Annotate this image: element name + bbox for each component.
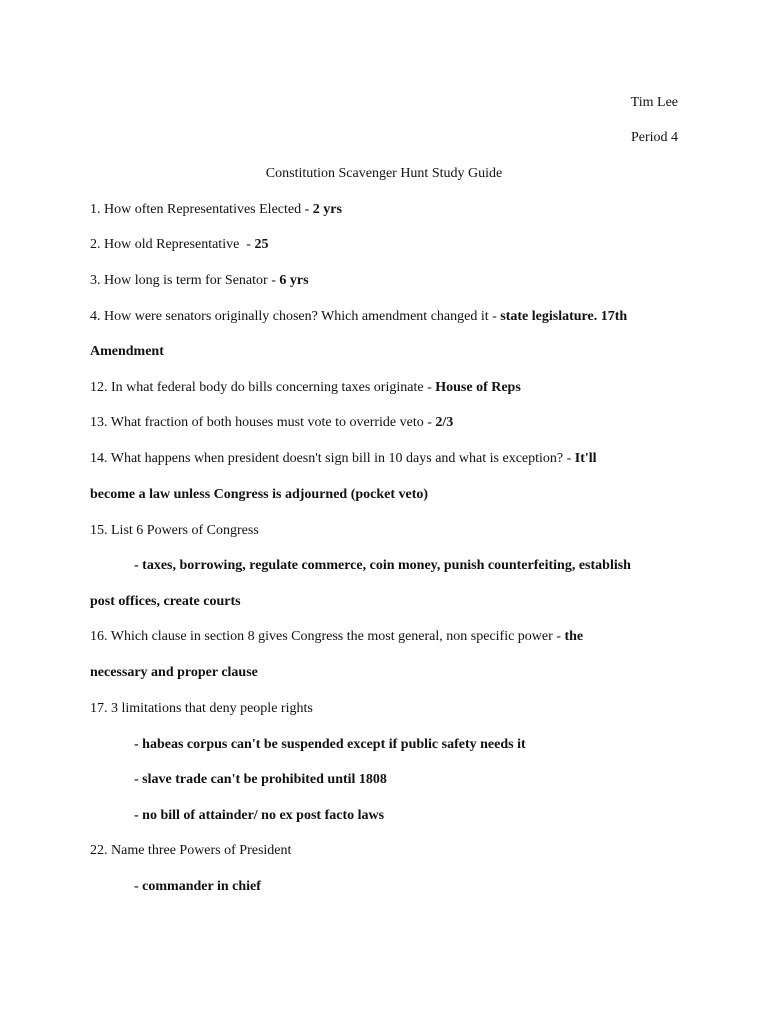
- answer-2: 25: [254, 237, 269, 252]
- question-15: 15. List 6 Powers of Congress: [90, 523, 259, 538]
- question-13-text: 13. What fraction of both houses must vote to override veto -: [90, 415, 436, 430]
- question-12-text: 12. In what federal body do bills concerning taxes originate -: [90, 380, 436, 395]
- question-3: [90, 272, 309, 290]
- question-22: 22. Name three Powers of President: [90, 843, 292, 858]
- question-1: [90, 201, 342, 219]
- question-13: [90, 414, 453, 432]
- answer-14-line-1: It'll: [574, 451, 597, 466]
- question-16-text: 16. Which clause in section 8 gives Congress the most general, non specific power -: [90, 629, 565, 644]
- question-17: 17. 3 limitations that deny people rights: [90, 701, 313, 716]
- question-4-text: 4. How were senators originally chosen? Which amendment changed it -: [90, 309, 501, 324]
- question-2-text: 2. How old Representative -: [90, 237, 255, 252]
- question-2: [90, 236, 268, 254]
- question-12: [90, 379, 521, 397]
- question-1-text: 1. How often Representatives Elected -: [90, 202, 313, 217]
- answer-4-line-1: state legislature. 17th: [500, 309, 628, 324]
- question-14-text: 14. What happens when president doesn't sign bill in 10 days and what is exception? -: [90, 451, 575, 466]
- answer-17-item-1: - habeas corpus can't be suspended except if public safety needs it: [134, 737, 526, 752]
- answer-13: 2/3: [435, 415, 454, 430]
- question-3-text: 3. How long is term for Senator -: [90, 273, 280, 288]
- answer-3: 6 yrs: [279, 273, 309, 288]
- question-14: [90, 450, 597, 468]
- answer-12: House of Reps: [435, 380, 521, 395]
- class-period: Period 4: [630, 130, 678, 145]
- answer-22-item-1: - commander in chief: [134, 879, 261, 894]
- answer-1: 2 yrs: [312, 202, 342, 217]
- answer-15-line-1: - taxes, borrowing, regulate commerce, coin money, punish counterfeiting, establish: [134, 558, 631, 573]
- answer-17-item-2: - slave trade can't be prohibited until 1808: [134, 772, 387, 787]
- answer-4-line-2: Amendment: [90, 344, 164, 359]
- answer-14-line-2: become a law unless Congress is adjourned (pocket veto): [90, 487, 429, 502]
- answer-16-line-1: the: [564, 629, 584, 644]
- answer-17-item-3: - no bill of attainder/ no ex post facto laws: [134, 808, 385, 823]
- document-title: Constitution Scavenger Hunt Study Guide: [265, 166, 503, 181]
- question-16: [90, 628, 583, 646]
- student-name: Tim Lee: [630, 95, 678, 110]
- answer-16-line-2: necessary and proper clause: [90, 665, 258, 680]
- question-4: [90, 308, 627, 326]
- answer-15-line-2: post offices, create courts: [90, 594, 241, 609]
